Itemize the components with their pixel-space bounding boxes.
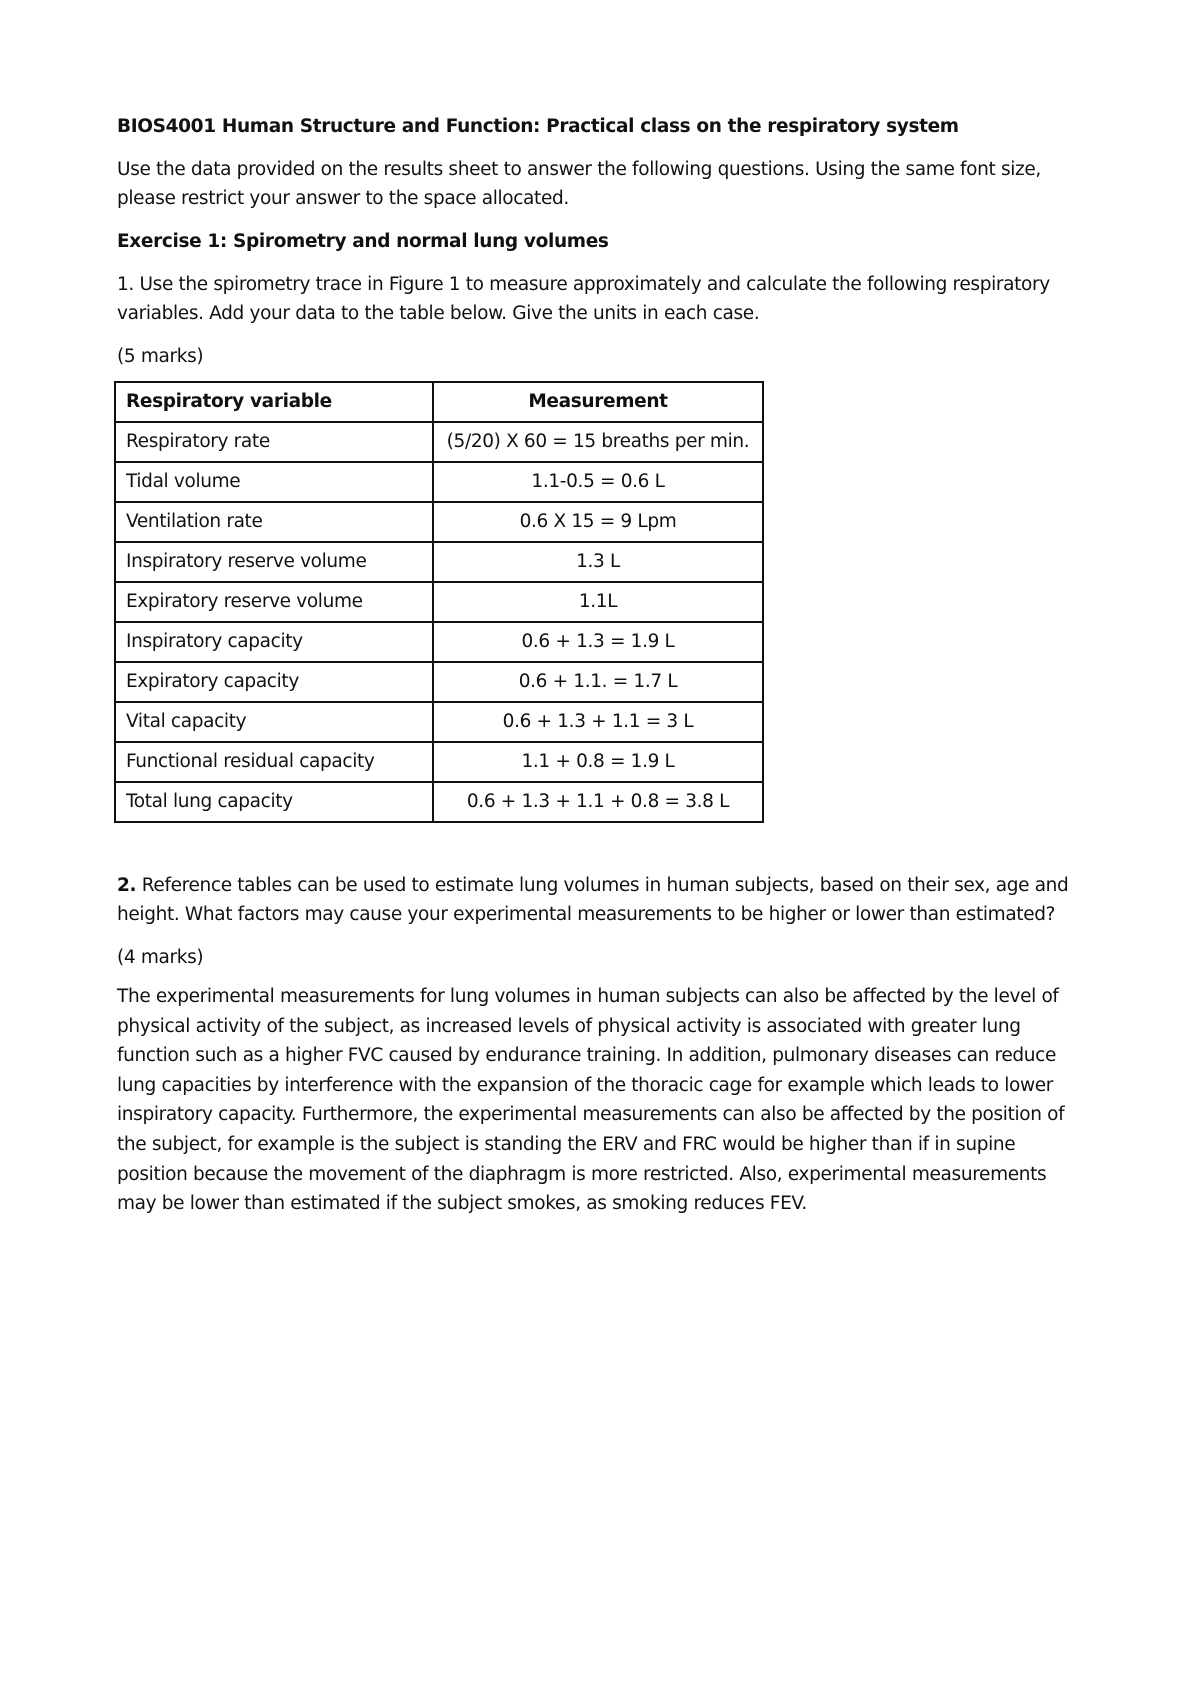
table-header-row: [115, 382, 763, 422]
table-header-measurement: Measurement: [433, 382, 763, 422]
respiratory-variables-table: [114, 381, 764, 823]
question-1-number: 1.: [117, 274, 134, 295]
question-2: [117, 871, 1083, 929]
question-1: [117, 270, 1083, 328]
table-row: [115, 502, 763, 542]
measurement-cell: 1.1-0.5 = 0.6 L: [433, 462, 763, 502]
question-1-marks: (5 marks): [117, 346, 204, 367]
measurement-cell: 0.6 + 1.1. = 1.7 L: [433, 662, 763, 702]
measurement-cell: (5/20) X 60 = 15 breaths per min.: [433, 422, 763, 462]
instructions-paragraph: Use the data provided on the results sheet to answer the following questions. Using the same font size, please restrict your answer to the space allocated.: [117, 159, 1041, 209]
respiratory-variable-cell: Inspiratory capacity: [115, 622, 433, 662]
table-row: [115, 542, 763, 582]
table-row: [115, 582, 763, 622]
question-2-text: Reference tables can be used to estimate lung volumes in human subjects, based on their sex, age and height. What factors may cause your experimental measurements to be higher or lower than estimated?: [117, 875, 1069, 925]
measurement-cell: 0.6 + 1.3 + 1.1 + 0.8 = 3.8 L: [433, 782, 763, 822]
measurement-cell: 1.3 L: [433, 542, 763, 582]
measurement-cell: 1.1 + 0.8 = 1.9 L: [433, 742, 763, 782]
exercise-heading: Exercise 1: Spirometry and normal lung volumes: [117, 231, 609, 252]
table-row: [115, 622, 763, 662]
table-row: [115, 462, 763, 502]
respiratory-variable-cell: Total lung capacity: [115, 782, 433, 822]
table-row: [115, 782, 763, 822]
respiratory-variable-cell: Expiratory reserve volume: [115, 582, 433, 622]
respiratory-variable-cell: Functional residual capacity: [115, 742, 433, 782]
question-2-answer: The experimental measurements for lung volumes in human subjects can also be affected by the level of physical activity of the subject, as increased levels of physical activity is associated with greater lung function such as a higher FVC caused by endurance training. In addition, pulmonary diseases can reduce lung capacities by interference with the expansion of the thoracic cage for example which leads to lower inspiratory capacity. Furthermore, the experimental measurements can also be affected by the position of the subject, for example is the subject is standing the ERV and FRC would be higher than if in supine position because the movement of the diaphragm is more restricted. Also, experimental measurements may be lower than estimated if the subject smokes, as smoking reduces FEV.: [117, 986, 1065, 1215]
document-page: [117, 112, 1083, 1219]
table-row: [115, 662, 763, 702]
respiratory-variable-cell: Vital capacity: [115, 702, 433, 742]
measurement-cell: 1.1L: [433, 582, 763, 622]
question-2-marks: (4 marks): [117, 947, 204, 968]
respiratory-variable-cell: Inspiratory reserve volume: [115, 542, 433, 582]
table-header-variable: Respiratory variable: [115, 382, 433, 422]
table-row: [115, 702, 763, 742]
measurement-cell: 0.6 + 1.3 + 1.1 = 3 L: [433, 702, 763, 742]
respiratory-variable-cell: Respiratory rate: [115, 422, 433, 462]
question-2-number: 2.: [117, 875, 137, 896]
measurement-cell: 0.6 + 1.3 = 1.9 L: [433, 622, 763, 662]
respiratory-variable-cell: Expiratory capacity: [115, 662, 433, 702]
measurement-cell: 0.6 X 15 = 9 Lpm: [433, 502, 763, 542]
respiratory-variable-cell: Tidal volume: [115, 462, 433, 502]
document-title: BIOS4001 Human Structure and Function: Practical class on the respiratory system: [117, 116, 959, 137]
table-row: [115, 422, 763, 462]
question-1-text: Use the spirometry trace in Figure 1 to measure approximately and calculate the following respiratory variables. Add your data to the table below. Give the units in each case.: [117, 274, 1050, 324]
respiratory-variable-cell: Ventilation rate: [115, 502, 433, 542]
table-row: [115, 742, 763, 782]
